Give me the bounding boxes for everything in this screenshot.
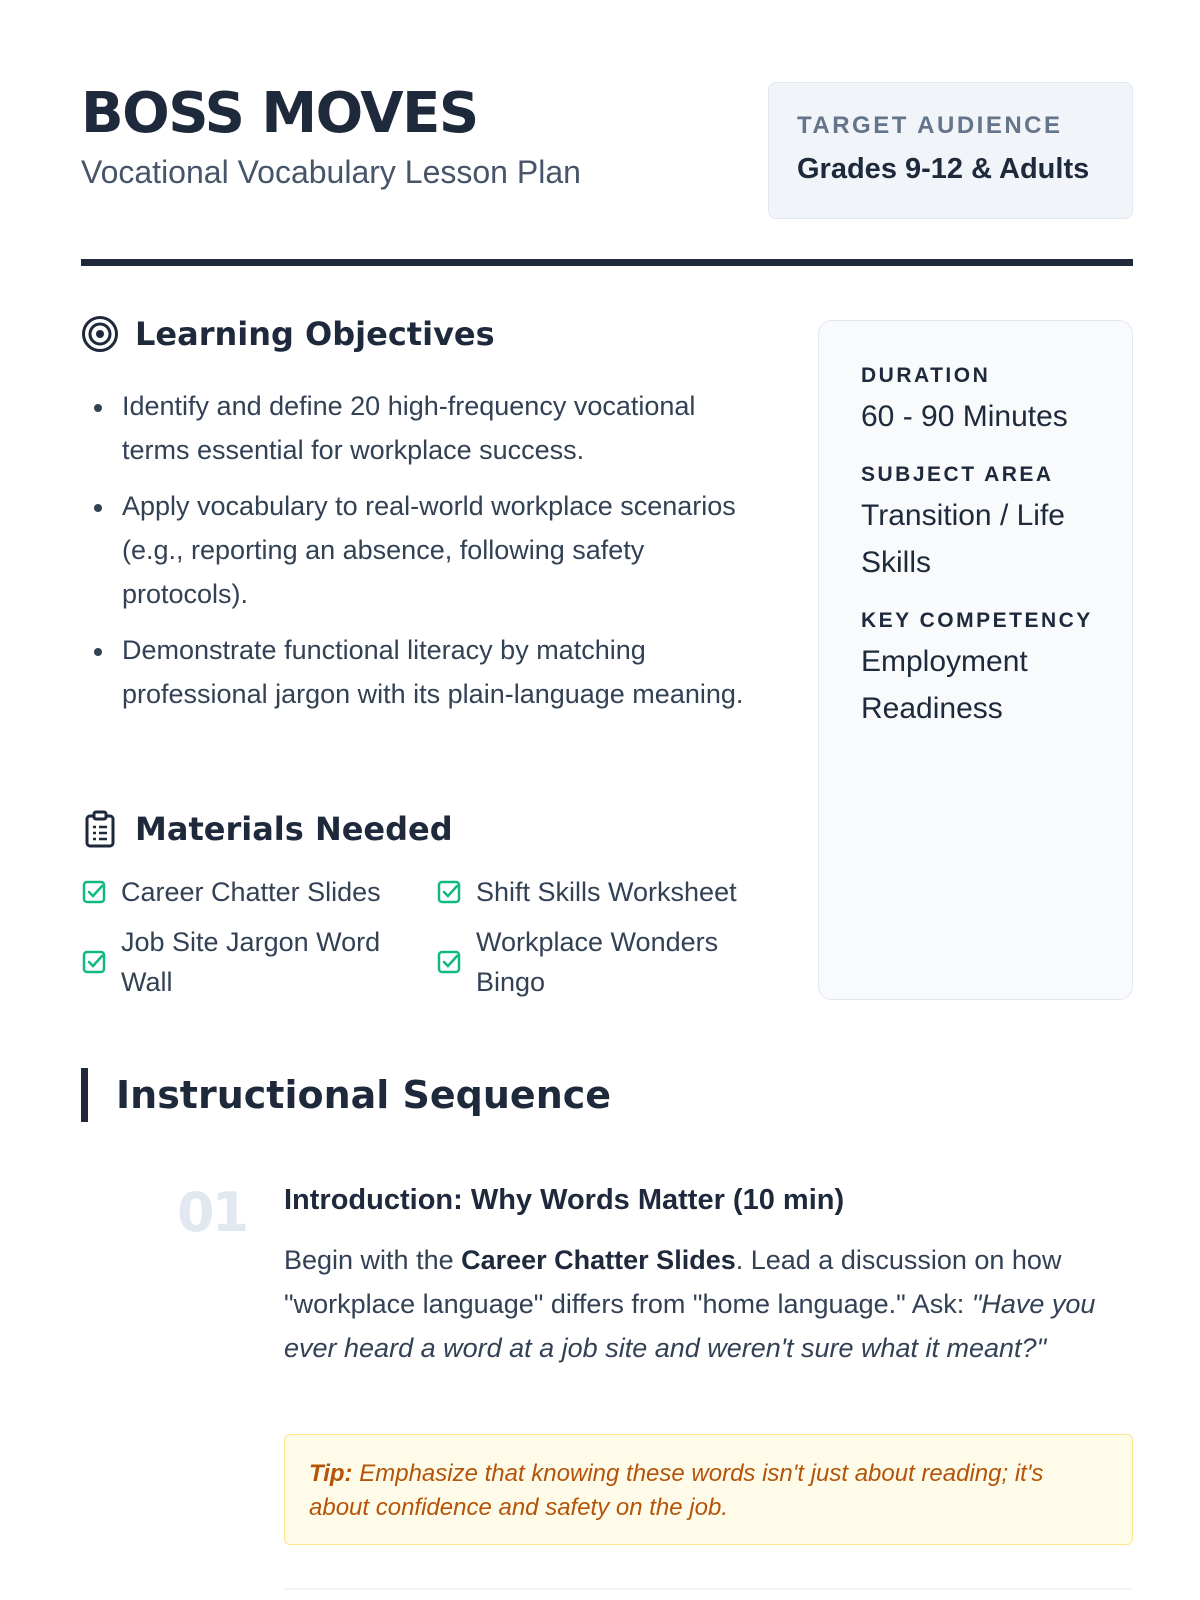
- duration-value: 60 - 90 Minutes: [861, 400, 1068, 433]
- key-competency-value: Employment Readiness: [861, 645, 1028, 725]
- checkbox-checked-icon: [436, 949, 462, 975]
- material-item: Workplace Wonders Bingo: [436, 922, 781, 1002]
- tip-callout: [284, 1434, 1133, 1545]
- material-item: Shift Skills Worksheet: [436, 872, 781, 912]
- subject-area-value: Transition / Life Skills: [861, 499, 1065, 579]
- target-audience-label: TARGET AUDIENCE: [797, 112, 1063, 139]
- target-audience-value: Grades 9-12 & Adults: [797, 153, 1090, 185]
- page-subtitle: Vocational Vocabulary Lesson Plan: [81, 154, 581, 190]
- lesson-header: [81, 82, 1133, 272]
- tip-label: Tip:: [309, 1460, 353, 1487]
- step-title: Introduction: Why Words Matter (10 min): [284, 1184, 845, 1216]
- material-item: Career Chatter Slides: [81, 872, 436, 912]
- duration-label: DURATION: [861, 364, 991, 387]
- step-divider: [284, 1588, 1133, 1590]
- target-audience-card: [768, 82, 1133, 219]
- checkbox-checked-icon: [436, 879, 462, 905]
- target-icon: [81, 315, 119, 353]
- checkbox-checked-icon: [81, 949, 107, 975]
- materials-title: Materials Needed: [135, 810, 453, 848]
- checkbox-checked-icon: [81, 879, 107, 905]
- header-divider: [81, 259, 1133, 266]
- objectives-title: Learning Objectives: [135, 315, 495, 353]
- step-description: Begin with the Career Chatter Slides. Lead a discussion on how "workplace language" differs from "home language." Ask: "Have you ever heard a word at a job site and weren't sure what it meant?": [284, 1245, 1096, 1363]
- objectives-list: [88, 384, 768, 728]
- list-item: Apply vocabulary to real-world workplace scenarios (e.g., reporting an absence, following safety protocols).: [88, 484, 768, 616]
- objectives-heading: [81, 315, 495, 353]
- step-number: 01: [177, 1181, 247, 1244]
- material-reference: Career Chatter Slides: [461, 1245, 736, 1275]
- clipboard-icon: [81, 810, 119, 848]
- key-competency-label: KEY COMPETENCY: [861, 609, 1093, 632]
- subject-area-label: SUBJECT AREA: [861, 463, 1054, 486]
- materials-list: [81, 872, 781, 1002]
- page-title: BOSS MOVES: [81, 81, 478, 146]
- material-item: Job Site Jargon Word Wall: [81, 922, 436, 1002]
- tip-text: Emphasize that knowing these words isn't just about reading; it's about confidence and safety on the job.: [309, 1460, 1044, 1521]
- instructional-sequence-heading: Instructional Sequence: [81, 1068, 611, 1122]
- list-item: Demonstrate functional literacy by matching professional jargon with its plain-language meaning.: [88, 628, 768, 716]
- materials-heading: [81, 810, 453, 848]
- discussion-question: "Have you ever heard a word at a job site and weren't sure what it meant?": [284, 1289, 1096, 1363]
- list-item: Identify and define 20 high-frequency vocational terms essential for workplace success.: [88, 384, 768, 472]
- lesson-info-card: [818, 320, 1133, 1000]
